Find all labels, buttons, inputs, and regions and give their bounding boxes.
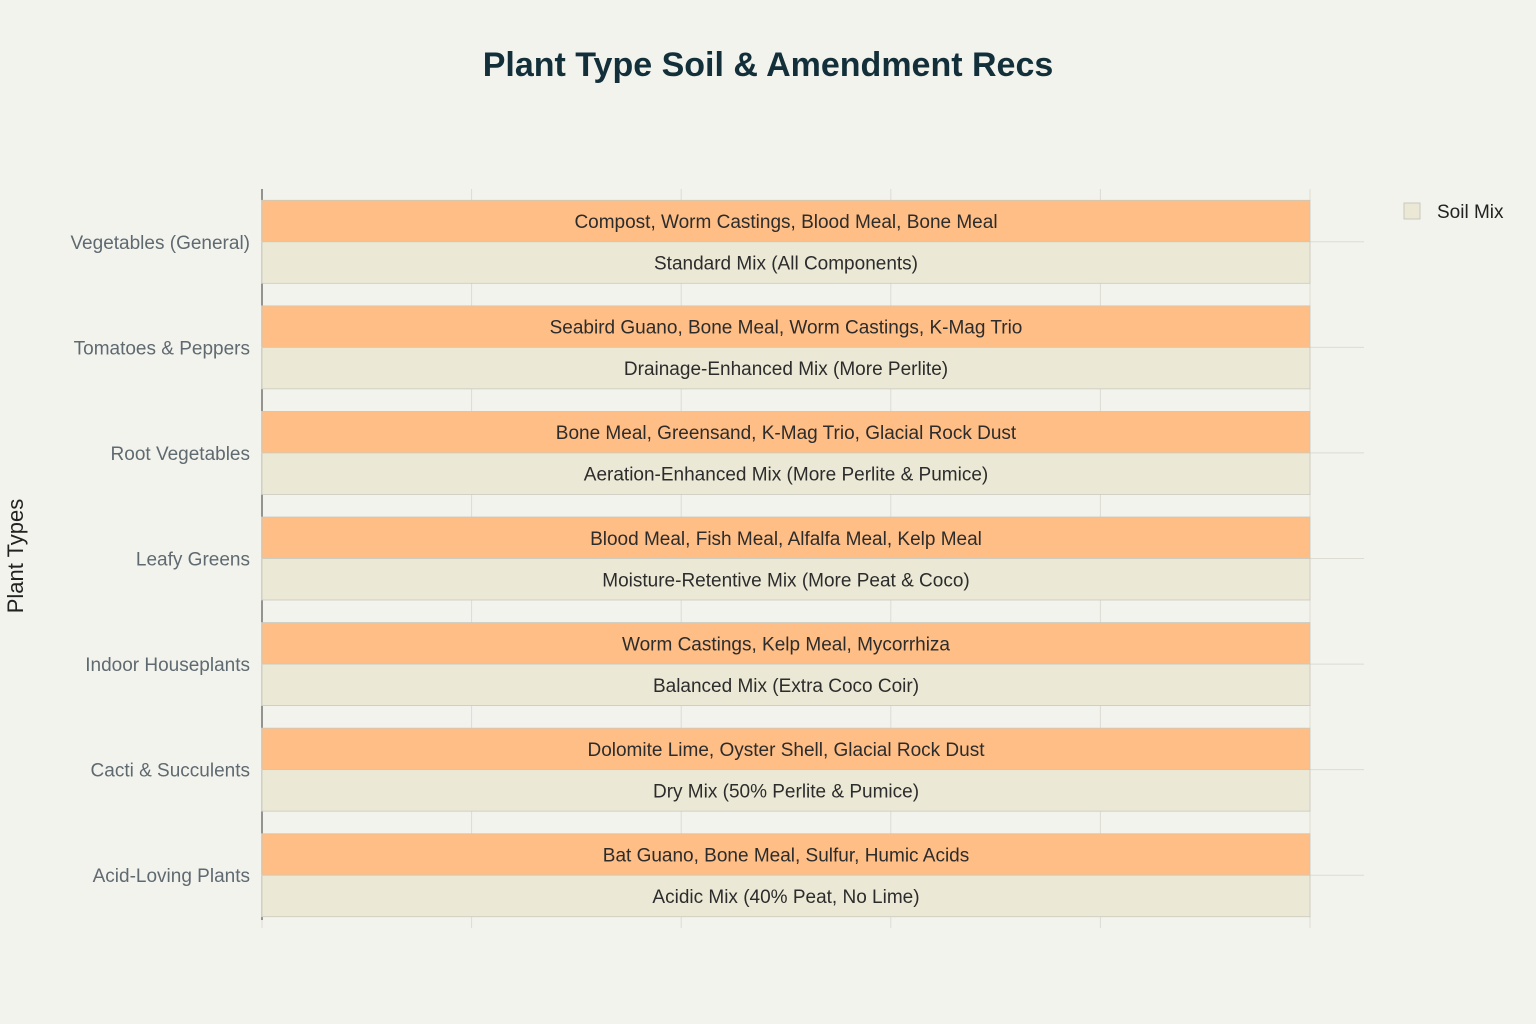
bar-label: Standard Mix (All Components) <box>654 253 918 275</box>
y-tick-label: Root Vegetables <box>110 443 250 465</box>
bar-label: Drainage-Enhanced Mix (More Perlite) <box>623 359 949 381</box>
bar-label: Bat Guano, Bone Meal, Sulfur, Humic Acids <box>602 845 970 867</box>
bar-label: Dry Mix (50% Perlite & Pumice) <box>652 781 920 803</box>
legend[interactable] <box>1404 202 1504 223</box>
bar-label: Compost, Worm Castings, Blood Meal, Bone Meal <box>574 212 998 234</box>
legend-swatch <box>1404 203 1420 219</box>
bar-label: Worm Castings, Kelp Meal, Mycorrhiza <box>621 634 951 656</box>
bars <box>262 200 1310 916</box>
y-axis-title: Plant Types <box>3 498 28 614</box>
y-tick-label: Leafy Greens <box>135 549 250 571</box>
bar-label: Aeration-Enhanced Mix (More Perlite & Pumice) <box>583 464 989 486</box>
y-tick-label: Indoor Houseplants <box>85 655 250 677</box>
bar-label: Dolomite Lime, Oyster Shell, Glacial Rock Dust <box>587 739 985 761</box>
y-tick-label: Cacti & Succulents <box>90 760 250 782</box>
bar-label: Blood Meal, Fish Meal, Alfalfa Meal, Kelp Meal <box>590 528 982 550</box>
bar-label: Moisture-Retentive Mix (More Peat & Coco) <box>602 570 970 592</box>
bar-label: Bone Meal, Greensand, K-Mag Trio, Glacial Rock Dust <box>555 423 1017 445</box>
bar-label: Balanced Mix (Extra Coco Coir) <box>652 675 920 697</box>
bar-label: Seabird Guano, Bone Meal, Worm Castings, K-Mag Trio <box>549 317 1023 339</box>
y-tick-label: Vegetables (General) <box>70 232 250 254</box>
y-tick-label: Tomatoes & Peppers <box>73 338 250 360</box>
category-labels <box>70 233 250 887</box>
legend-label: Soil Mix <box>1437 202 1504 223</box>
y-tick-label: Acid-Loving Plants <box>92 866 250 888</box>
chart-title: Plant Type Soil & Amendment Recs <box>482 46 1054 84</box>
bar-label: Acidic Mix (40% Peat, No Lime) <box>652 886 920 908</box>
